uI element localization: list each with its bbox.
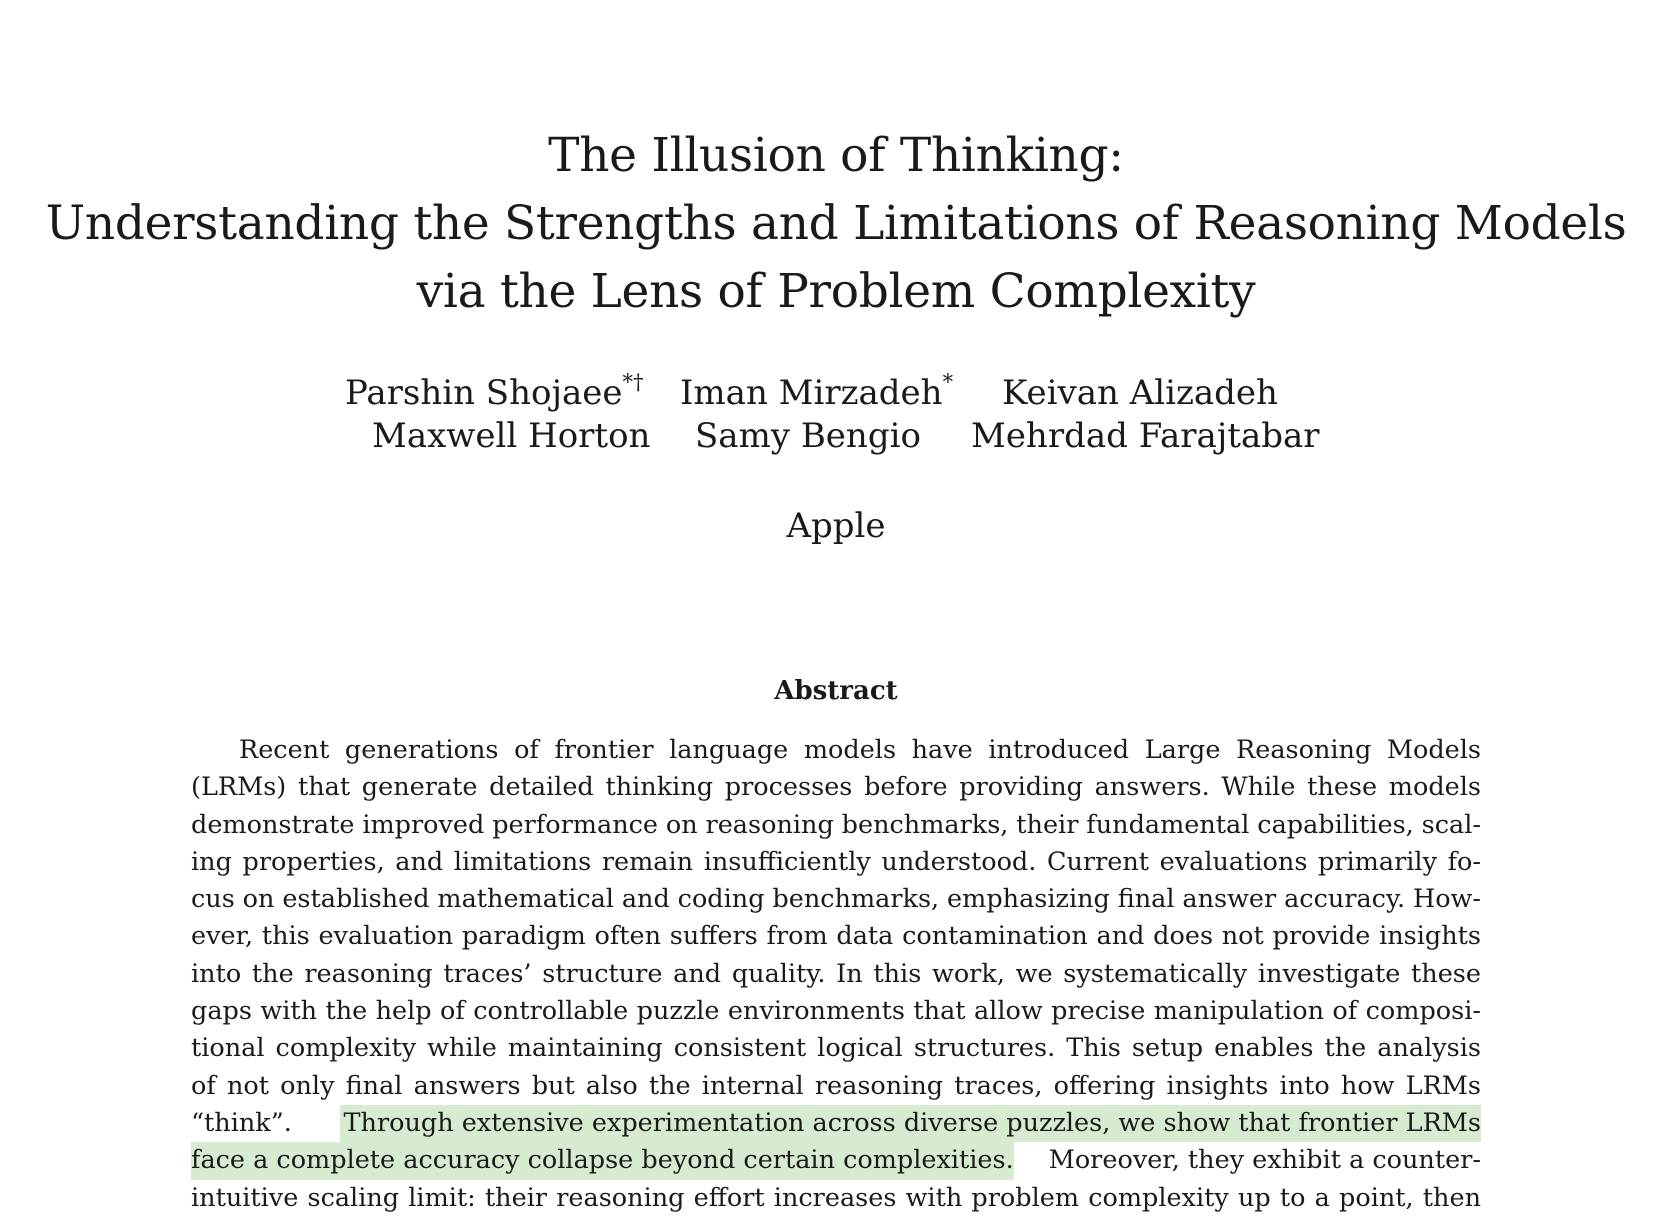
abstract-line: ever, this evaluation paradigm often suffers from data contamination and does not provide insights — [191, 921, 1481, 952]
author-farajtabar — [971, 415, 1320, 458]
abstract-text: “think”. — [191, 1107, 292, 1138]
author-name: Keivan Alizadeh — [1002, 373, 1278, 413]
abstract-line: intuitive scaling limit: their reasoning effort increases with problem complexity up to a point, then — [191, 1182, 1481, 1213]
abstract-line-highlighted-start — [191, 1105, 1481, 1142]
abstract-line: into the reasoning traces’ structure and quality. In this work, we systematically investigate these — [191, 958, 1481, 989]
author-mirzadeh — [680, 372, 953, 415]
author-bengio — [695, 415, 921, 458]
abstract-line: gaps with the help of controllable puzzle environments that allow precise manipulation of composi- — [191, 996, 1481, 1027]
abstract-line: cus on established mathematical and coding benchmarks, emphasizing final answer accuracy. How- — [191, 884, 1481, 915]
abstract-line: (LRMs) that generate detailed thinking processes before providing answers. While these models — [191, 772, 1481, 803]
title-line-3: via the Lens of Problem Complexity — [416, 264, 1256, 319]
author-footnote-marks: * — [942, 370, 954, 394]
author-row-1 — [0, 372, 1672, 415]
author-alizadeh — [1002, 372, 1278, 415]
author-name: Mehrdad Farajtabar — [971, 416, 1320, 456]
author-name: Parshin Shojaee — [345, 373, 623, 413]
abstract-text: Moreover, they exhibit a counter- — [1048, 1145, 1481, 1176]
abstract-line: tional complexity while maintaining consistent logical structures. This setup enables the analysis — [191, 1033, 1481, 1064]
highlighted-sentence-part-2: face a complete accuracy collapse beyond certain complexities. — [191, 1142, 1014, 1179]
highlighted-sentence-part-1: Through extensive experimentation across diverse puzzles, we show that frontier LRMs — [340, 1105, 1481, 1142]
author-name: Samy Bengio — [695, 416, 921, 456]
author-name: Iman Mirzadeh — [680, 373, 943, 413]
abstract-line: demonstrate improved performance on reasoning benchmarks, their fundamental capabilities, scal- — [191, 809, 1481, 840]
author-footnote-marks: *† — [622, 370, 644, 394]
abstract-line: Recent generations of frontier language models have introduced Large Reasoning Models — [239, 735, 1481, 765]
title-line-2: Understanding the Strengths and Limitations of Reasoning Models — [45, 196, 1627, 251]
abstract-line-highlighted-end — [191, 1142, 1481, 1179]
author-horton — [372, 415, 650, 458]
paper-title — [0, 122, 1672, 326]
abstract-heading: Abstract — [774, 676, 898, 706]
abstract-line: of not only final answers but also the internal reasoning traces, offering insights into how LRMs — [191, 1070, 1481, 1101]
author-name: Maxwell Horton — [372, 416, 651, 456]
abstract-body — [191, 732, 1481, 1217]
abstract-line: ing properties, and limitations remain insufficiently understood. Current evaluations primarily fo- — [191, 846, 1481, 877]
affiliation: Apple — [786, 506, 886, 546]
author-list — [0, 372, 1672, 458]
title-line-1: The Illusion of Thinking: — [548, 128, 1124, 183]
author-shojaee — [345, 372, 644, 415]
author-row-2 — [0, 415, 1672, 458]
